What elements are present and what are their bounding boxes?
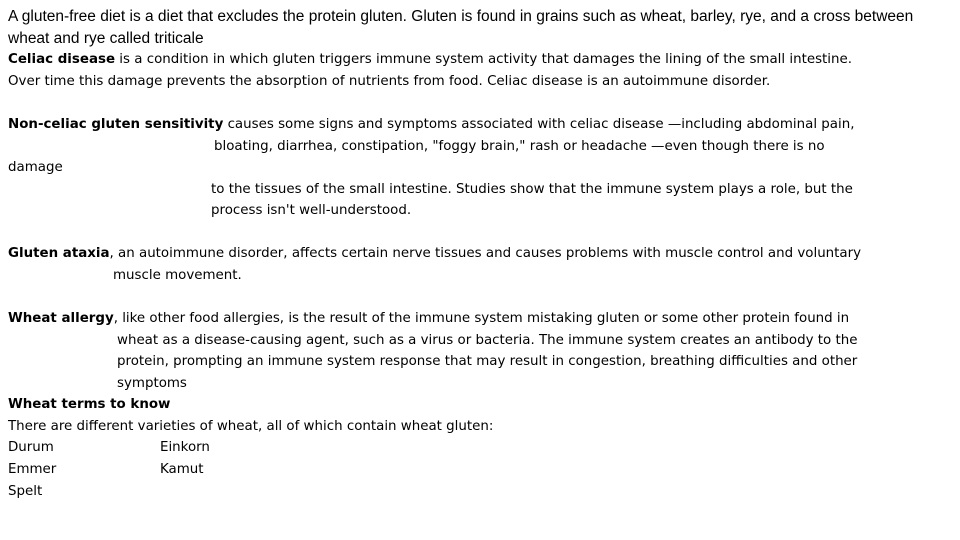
allergy-line-4: symptoms <box>117 375 187 391</box>
ncgs-line-2: bloating, diarrhea, constipation, "foggy brain," rash or headache —even though there is no <box>214 138 825 154</box>
ataxia-line-1: , an autoimmune disorder, affects certain nerve tissues and causes problems with muscle control and voluntary <box>109 246 862 261</box>
allergy-line-1: , like other food allergies, is the result of the immune system mistaking gluten or some other protein found in <box>113 311 850 326</box>
celiac-paragraph <box>8 49 852 92</box>
ncgs-line-1: causes some signs and symptoms associated with celiac disease —including abdominal pain, <box>223 117 855 132</box>
intro-paragraph: A gluten-free diet is a diet that excludes the protein gluten. Gluten is found in grains such as wheat, barley, rye, and a cross between wheat and rye called triticale <box>8 8 914 47</box>
celiac-line-1: is a condition in which gluten triggers immune system activity that damages the lining of the small intestine. <box>115 52 853 67</box>
variety-row-1 <box>8 437 408 459</box>
variety-durum: Durum <box>8 440 54 455</box>
celiac-line-2: Over time this damage prevents the absorption of nutrients from food. Celiac disease is an autoimmune disorder. <box>8 73 771 89</box>
variety-row-3 <box>8 481 408 503</box>
variety-kamut: Kamut <box>160 462 204 477</box>
wheat-terms-intro: There are different varieties of wheat, all of which contain wheat gluten: <box>8 418 494 434</box>
ncgs-line-3: damage <box>8 160 63 176</box>
variety-row-2 <box>8 459 408 481</box>
ncgs-paragraph <box>8 114 854 222</box>
allergy-line-3: protein, prompting an immune system response that may result in congestion, breathing difficulties and other <box>117 354 858 370</box>
allergy-paragraph <box>8 308 857 394</box>
ataxia-line-2: muscle movement. <box>113 267 242 283</box>
allergy-line-2: wheat as a disease-causing agent, such as a virus or bacteria. The immune system creates an antibody to the <box>117 332 858 348</box>
ataxia-paragraph <box>8 243 861 286</box>
wheat-terms-section <box>8 394 493 437</box>
variety-einkorn: Einkorn <box>160 440 210 455</box>
ncgs-line-5: process isn't well-understood. <box>211 203 412 219</box>
ataxia-term: Gluten ataxia <box>8 246 110 261</box>
allergy-term: Wheat allergy <box>8 311 114 326</box>
ncgs-line-4: to the tissues of the small intestine. Studies show that the immune system plays a role, but the <box>211 181 853 197</box>
variety-emmer: Emmer <box>8 462 57 477</box>
ncgs-term: Non-celiac gluten sensitivity <box>8 117 224 132</box>
variety-spelt: Spelt <box>8 484 43 499</box>
celiac-term: Celiac disease <box>8 52 116 67</box>
wheat-terms-heading: Wheat terms to know <box>8 397 171 412</box>
